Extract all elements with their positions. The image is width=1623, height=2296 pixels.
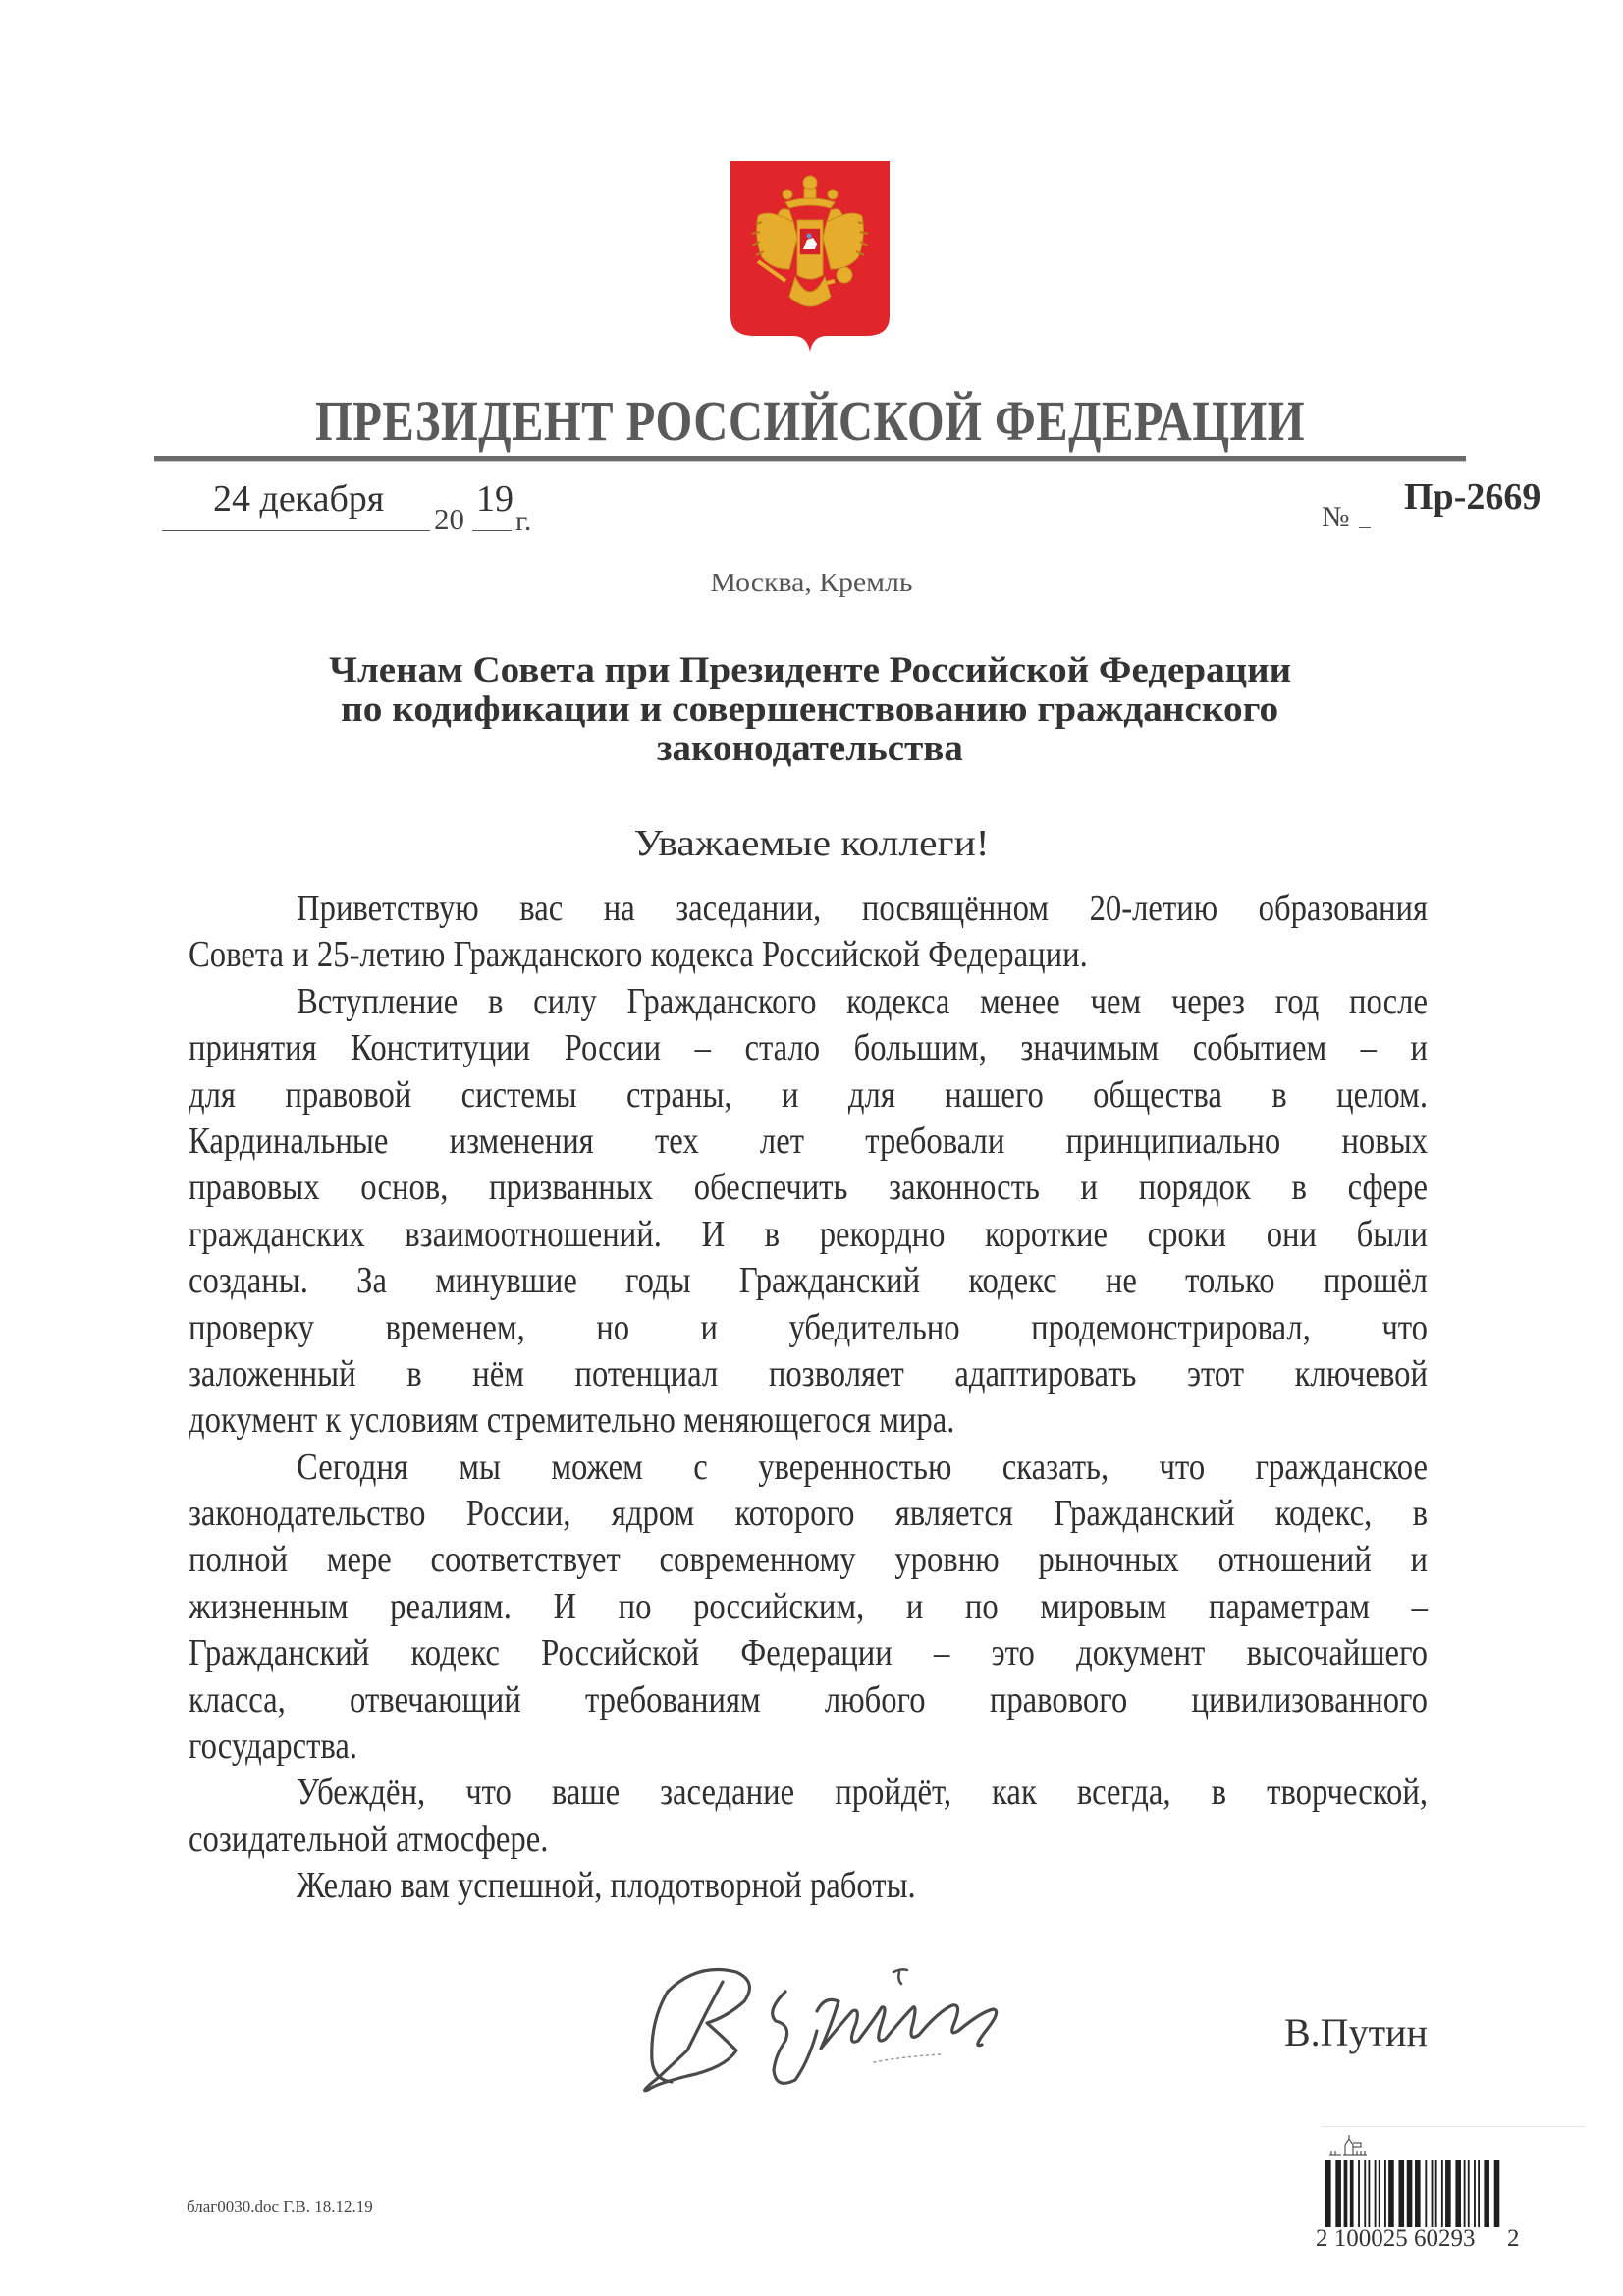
addressee-line — [154, 690, 1466, 730]
body-line — [189, 1397, 1428, 1444]
body-line-text: принятия Конституции России – стало большим, значимым событием – и — [189, 1027, 1428, 1069]
body-line-text: Совета и 25-летию Гражданского кодекса Российской Федерации. — [189, 934, 1088, 976]
barcode-bar — [1435, 2160, 1437, 2227]
barcode-number: 2 100025 60293 — [1316, 2225, 1476, 2252]
body-line-text: созидательной атмосфере. — [189, 1818, 549, 1860]
barcode-bar — [1478, 2160, 1480, 2227]
barcode-bar — [1464, 2160, 1466, 2227]
moscow-shield-icon — [799, 228, 821, 255]
barcode-bar — [1474, 2160, 1476, 2227]
body-line — [189, 1072, 1428, 1119]
barcode-bar — [1432, 2160, 1434, 2227]
body-line — [189, 1445, 1428, 1491]
body-line-text: класса, отвечающий требованиям любого правового цивилизованного — [189, 1678, 1428, 1721]
signer-name: В.Путин — [1284, 2010, 1428, 2054]
place-of-issue-text: Москва, Кремль — [710, 568, 913, 597]
body-line — [189, 1770, 1428, 1816]
date-underline — [162, 530, 430, 531]
body-line — [189, 979, 1428, 1025]
body-line — [189, 1025, 1428, 1071]
date-year-mark: г. — [515, 505, 532, 537]
barcode-bar — [1441, 2160, 1443, 2227]
body-line-text: государства. — [189, 1725, 358, 1768]
body-line-text: законодательство России, ядром которого является Гражданский кодекс, в — [189, 1493, 1429, 1535]
number-sign: № — [1322, 501, 1350, 533]
body-line — [189, 1165, 1428, 1211]
body-line-text: жизненным реалиям. И по российским, и по мировым параметрам – — [189, 1585, 1428, 1627]
barcode-bar — [1375, 2160, 1377, 2227]
body-line — [189, 932, 1428, 978]
body-line-text: Приветствую вас на заседании, посвящённом 20-летию образования — [297, 888, 1429, 929]
barcode-bar — [1384, 2160, 1386, 2227]
barcode-bar — [1364, 2160, 1366, 2227]
barcode-bar — [1335, 2160, 1341, 2227]
addressee-line-text: по кодификации и совершенствованию гражданского — [341, 689, 1279, 730]
barcode-bar — [1484, 2160, 1489, 2227]
date-day-month: 24 декабря — [213, 478, 385, 519]
body-line-text: Желаю вам успешной, плодотворной работы. — [297, 1865, 916, 1907]
place-of-issue — [0, 568, 1623, 597]
body-line — [189, 1677, 1428, 1723]
body-line-text: Сегодня мы можем с уверенностью сказать, что гражданское — [297, 1446, 1428, 1488]
date-year-underline — [472, 530, 512, 531]
barcode-bar — [1415, 2160, 1421, 2227]
body-line-text: Убеждён, что ваше заседание пройдёт, как всегда, в творческой, — [297, 1772, 1428, 1814]
barcode-bar — [1468, 2160, 1470, 2227]
coat-of-arms-emblem — [729, 159, 892, 354]
letter-body — [189, 886, 1428, 1910]
barcode-bar — [1407, 2160, 1413, 2227]
body-line — [189, 1723, 1428, 1770]
body-line — [189, 886, 1428, 932]
barcode-bar — [1455, 2160, 1461, 2227]
registration-date — [162, 477, 574, 536]
greeting-text: Уважаемые коллеги! — [633, 823, 990, 864]
file-reference: благ0030.doc Г.В. 18.12.19 — [187, 2197, 373, 2215]
body-line-text: полной мере соответствует современному уровню рыночных отношений и — [189, 1539, 1428, 1581]
letterhead-title-text: ПРЕЗИДЕНТ РОССИЙСКОЙ ФЕДЕРАЦИИ — [314, 389, 1306, 453]
body-line — [189, 1491, 1428, 1537]
handwritten-signature — [628, 1952, 1080, 2109]
greeting — [0, 823, 1623, 864]
body-line — [189, 1630, 1428, 1676]
barcode-bar — [1494, 2160, 1500, 2227]
addressee-line — [154, 651, 1466, 690]
barcode-bar — [1344, 2160, 1348, 2227]
date-year: 19 — [476, 478, 514, 519]
number-underline — [1359, 527, 1371, 528]
kremlin-tower-icon — [1327, 2133, 1377, 2160]
document-number: Пр-2669 — [1404, 476, 1542, 518]
body-line — [189, 1584, 1428, 1630]
barcode-bar — [1388, 2160, 1394, 2227]
sticker-edge — [1321, 2126, 1586, 2127]
body-line — [189, 1212, 1428, 1258]
letterhead-title — [154, 391, 1466, 452]
body-line-text: гражданских взаимоотношений. И в рекордно короткие сроки они были — [189, 1213, 1428, 1255]
body-line — [189, 1305, 1428, 1351]
body-line-text: Кардинальные изменения тех лет требовали принципиально новых — [189, 1120, 1429, 1162]
body-line-text: созданы. За минувшие годы Гражданский кодекс не только прошёл — [189, 1260, 1428, 1302]
body-line-text: проверку временем, но и убедительно продемонстрировал, что — [189, 1306, 1429, 1348]
body-line — [189, 1351, 1428, 1397]
body-line-text: для правовой системы страны, и для нашего общества в целом. — [189, 1073, 1428, 1116]
barcode-bar — [1425, 2160, 1427, 2227]
body-line-text: Гражданский кодекс Российской Федерации – это документ высочайшего — [189, 1632, 1429, 1674]
body-line-text: заложенный в нём потенциал позволяет адаптировать этот ключевой — [189, 1352, 1428, 1394]
barcode-bar — [1398, 2160, 1404, 2227]
barcode-bar — [1358, 2160, 1360, 2227]
body-line — [189, 1119, 1428, 1165]
body-line-text: Вступление в силу Гражданского кодекса менее чем через год после — [297, 980, 1428, 1022]
barcode-bar — [1379, 2160, 1380, 2227]
barcode — [1325, 2160, 1502, 2227]
body-line — [189, 1537, 1428, 1583]
barcode-bar — [1445, 2160, 1451, 2227]
body-line-text: документ к условиям стремительно меняющегося мира. — [189, 1399, 955, 1442]
body-line-text: правовых основ, призванных обеспечить законность и порядок в сфере — [189, 1167, 1428, 1209]
body-line — [189, 1258, 1428, 1304]
barcode-bar — [1350, 2160, 1354, 2227]
body-line — [189, 1817, 1428, 1863]
barcode-bar — [1325, 2160, 1331, 2227]
addressee-line — [154, 730, 1466, 769]
date-century: 20 — [434, 502, 464, 536]
barcode-check-digit: 2 — [1507, 2225, 1520, 2252]
addressee-line-text: законодательства — [656, 729, 964, 769]
addressee-line-text: Членам Совета при Президенте Российской Федерации — [328, 650, 1291, 690]
body-line — [189, 1863, 1428, 1909]
letterhead-rule-shadow — [154, 461, 1466, 462]
barcode-bar — [1368, 2160, 1370, 2227]
